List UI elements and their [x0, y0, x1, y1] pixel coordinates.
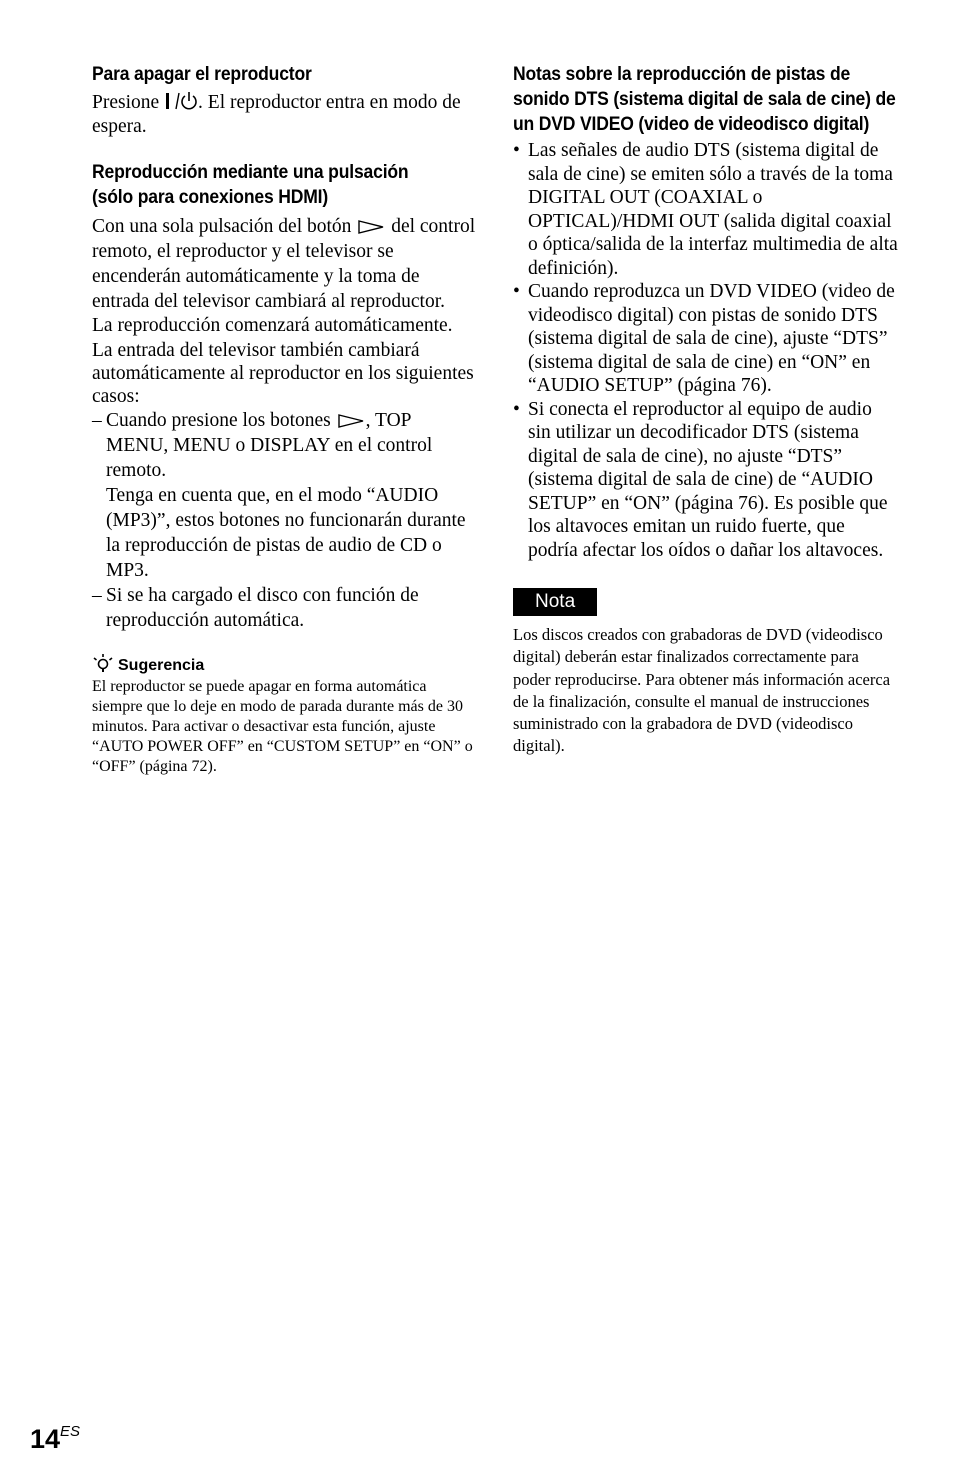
list-item-note: Tenga en cuenta que, en el modo “AUDIO (MP3)”, estos botones no funcionarán durante la reproducción de pistas de audio de CD o MP3. [106, 484, 466, 581]
page-number: $14^{ES}$ [30, 1423, 81, 1454]
power-off-text: Presione . El reproductor entra en modo de espera. [92, 92, 461, 137]
list-item: – Cuando presione los botones , TOP MENU, MENU o DISPLAY en el control remoto. [92, 409, 433, 481]
language-code: ES [60, 1423, 81, 1440]
list-item: • Las señales de audio DTS (sistema digital de sala de cine) se emiten sólo a través de la toma DIGITAL OUT (COAXIAL o OPTICAL)/HDMI OUT (salida digital coaxial o óptica/salida de la interfaz multimedia de alta definición). [513, 140, 898, 279]
left-column [92, 62, 477, 777]
lightbulb-icon [92, 653, 114, 673]
heading-dts-notes: Notas sobre la reproducción de pistas de sonido DTS (sistema digital de sala de cine) de un DVD VIDEO (video de videodisco digital) [513, 63, 896, 135]
one-touch-text: Con una sola pulsación del botón del control remoto, el reproductor y el televisor se encenderán automáticamente y la toma de entrada del televisor cambiará al reproductor. [92, 216, 476, 312]
tip-text: El reproductor se puede apagar en forma automática siempre que lo deje en modo de parada durante más de 30 minutos. Para activar o desactivar esta función, ajuste “AUTO POWER OFF” en “CUSTOM SETUP” en “ON” o “OFF” (página 72). [92, 677, 473, 775]
right-column [513, 62, 898, 758]
input-switch-text: La entrada del televisor también cambiará automáticamente al reproductor en los siguientes casos: [92, 339, 474, 407]
list-item: • Cuando reproduzca un DVD VIDEO (video de videodisco digital) con pistas de sonido DTS (sistema digital de sala de cine), ajuste “DTS” (sistema digital de sala de cine) en “ON” en “AUDIO SETUP” (página 76). [513, 281, 895, 396]
list-item: – Si se ha cargado el disco con función de reproducción automática. [92, 584, 419, 631]
list-item: • Si conecta el reproductor al equipo de audio sin utilizar un decodificador DTS (sistema digital de sala de cine), no ajuste “DTS” (sistema digital de sala de cine) de “AUDIO SETUP” en “ON” (página 76). Es posible que los altavoces emitan un ruido fuerte, que podría afectar los oídos o dañar los altavoces. [513, 398, 888, 561]
play-icon [336, 413, 366, 429]
playback-starts-text: La reproducción comenzará automáticamente. [92, 315, 453, 336]
tip-title: Sugerencia [118, 656, 205, 674]
nota-text: Los discos creados con grabadoras de DVD (videodisco digital) deberán estar finalizados correctamente para poder reproducirse. Para obtener más información acerca de la finalización, consulte el manual de instrucciones suministrado con la grabadora de DVD (videodisco digital). [513, 625, 891, 756]
tip-header [92, 653, 477, 675]
power-icon [164, 91, 198, 111]
heading-power-off: Para apagar el reproductor [92, 63, 312, 85]
play-icon [356, 219, 386, 235]
heading-one-touch: Reproducción mediante una pulsación [92, 161, 409, 183]
nota-badge: Nota [513, 588, 597, 616]
heading-one-touch-sub: (sólo para conexiones HDMI) [92, 186, 329, 208]
